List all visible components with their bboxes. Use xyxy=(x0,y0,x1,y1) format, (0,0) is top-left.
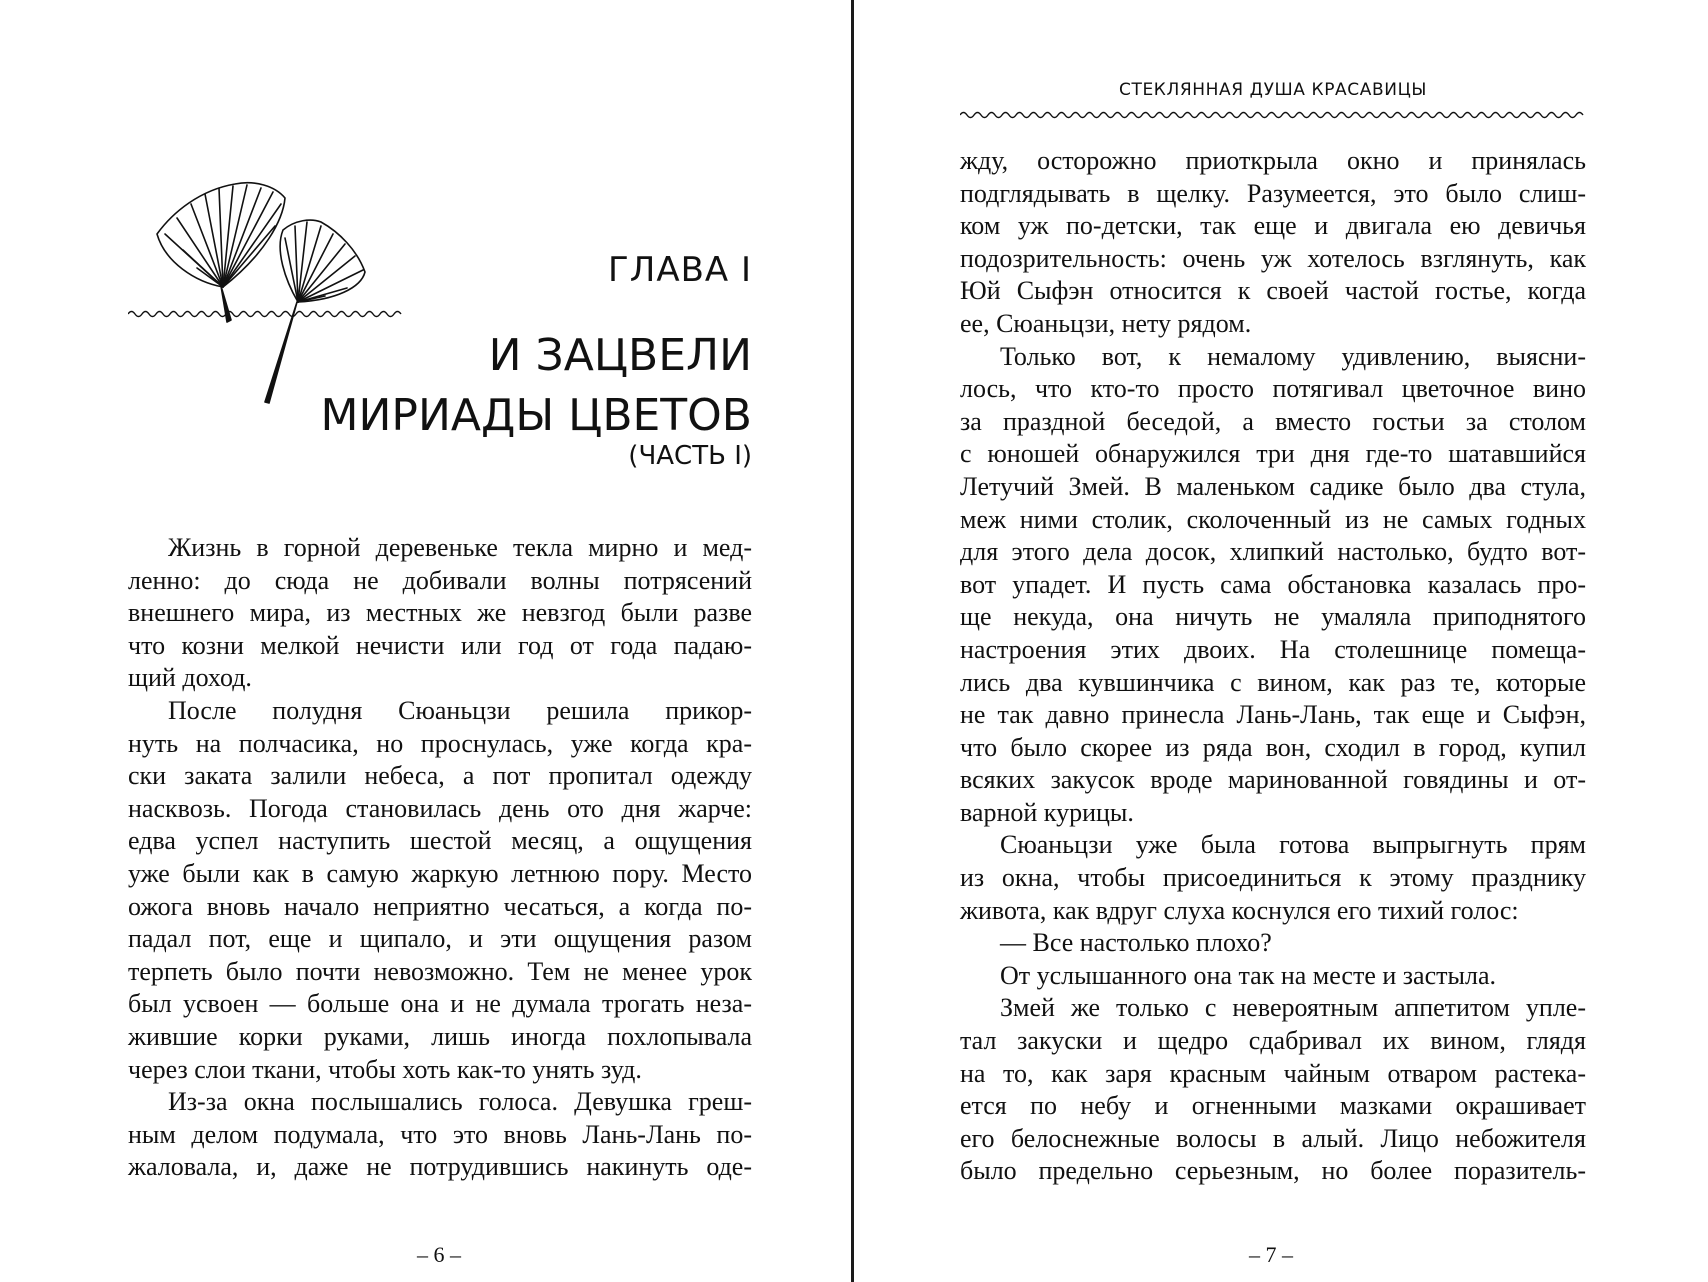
text-line: После полудня Сюаньцзи решила прикор- xyxy=(168,695,752,725)
text-line: Юй Сыфэн относится к своей частой гостье, когда xyxy=(960,276,1586,306)
text-line: внешнего мира, из местных же невзгод были разве xyxy=(128,598,752,628)
text-line: нуть на полчасика, но проснулась, уже когда кра- xyxy=(128,728,752,758)
text-line: щий доход. xyxy=(128,663,252,693)
text-line: тал закуски и щедро сдабривал их вином, глядя xyxy=(960,1026,1586,1056)
text-line: подглядывать в щелку. Разумеется, это было слиш- xyxy=(960,178,1586,208)
text-line: варной курицы. xyxy=(960,797,1134,827)
text-line: ожога вновь начало неприятно чесаться, а когда по- xyxy=(128,891,752,921)
text-line: что было скорее из ряда вон, сходил в город, купил xyxy=(960,732,1586,762)
text-line: жаловала, и, даже не потрудившись накинуть оде- xyxy=(128,1152,752,1182)
text-line: ется по небу и огненными мазками окрашивает xyxy=(960,1091,1586,1121)
text-line: жившие корки руками, лишь иногда похлопывала xyxy=(128,1021,752,1051)
page-number-left: – 6 – xyxy=(417,1242,461,1267)
text-line: насквозь. Погода становилась день ото дня жарче: xyxy=(128,793,752,823)
wavy-divider-icon xyxy=(960,107,1586,123)
text-line: ленно: до сюда не добивали волны потрясений xyxy=(128,565,752,595)
text-line: его белоснежные волосы в алый. Лицо небожителя xyxy=(960,1123,1586,1153)
text-line: падал пот, еще и щипало, и эти ощущения разом xyxy=(128,924,752,954)
chapter-part: (ЧАСТЬ I) xyxy=(628,441,752,471)
text-line: Жизнь в горной деревеньке текла мирно и мед- xyxy=(168,533,752,562)
text-line: ски заката залили небеса, а пот пропитал одежду xyxy=(128,761,752,791)
text-line: Змей же только с невероятным аппетитом упле- xyxy=(1000,993,1586,1023)
text-line: — Все настолько плохо? xyxy=(1000,928,1272,958)
book-gutter xyxy=(851,0,854,1282)
text-line: От услышанного она так на месте и застыла. xyxy=(1000,960,1496,990)
text-line: жду, осторожно приоткрыла окно и принялась xyxy=(960,146,1586,175)
text-line: ще некуда, она ничуть не умаляла приподнятого xyxy=(960,602,1586,632)
right-body-text xyxy=(960,145,1586,1188)
text-line: Только вот, к немалому удивлению, выясни- xyxy=(1000,341,1586,371)
left-body-text xyxy=(128,532,752,1184)
left-page xyxy=(0,0,852,1282)
text-line: что козни мелкой нечисти или год от года падаю- xyxy=(128,630,752,660)
page-number-right: – 7 – xyxy=(1249,1242,1293,1267)
chapter-title-line-2: МИРИАДЫ ЦВЕТОВ xyxy=(320,390,752,441)
text-line: из окна, чтобы присоединиться к этому празднику xyxy=(960,863,1586,893)
text-line: едва успел наступить шестой месяц, а ощущения xyxy=(128,826,752,856)
text-line: на то, как заря красным чайным отваром растека- xyxy=(960,1058,1586,1088)
text-line: подозрительность: очень уж хотелось взглянуть, как xyxy=(960,243,1586,273)
chapter-title xyxy=(321,326,752,446)
chapter-label: ГЛАВА I xyxy=(608,250,752,290)
text-line: лись два кувшинчика с вином, как раз те, которые xyxy=(960,667,1586,697)
text-line: Из-за окна послышались голоса. Девушка греш- xyxy=(168,1087,752,1117)
text-line: за праздной беседой, а вместо гостьи за столом xyxy=(960,406,1586,436)
text-line: с юношей обнаружился три дня где-то шатавшийся xyxy=(960,439,1586,469)
text-line: не так давно принесла Лань-Лань, так еще и Сыфэн, xyxy=(960,700,1586,730)
text-line: был усвоен — больше она и не думала трогать неза- xyxy=(128,989,752,1019)
text-line: лось, что кто-то просто потягивал цветочное вино xyxy=(960,374,1586,404)
text-line: Летучий Змей. В маленьком садике было два стула, xyxy=(960,471,1586,501)
text-line: терпеть было почти невозможно. Тем не менее урок xyxy=(128,956,752,986)
text-line: уже были как в самую жаркую летнюю пору. Место xyxy=(128,858,752,888)
text-line: через слои ткани, чтобы хоть как-то унять зуд. xyxy=(128,1054,642,1084)
text-line: ее, Сюаньцзи, нету рядом. xyxy=(960,308,1252,338)
text-line: ным делом подумала, что это вновь Лань-Лань по- xyxy=(128,1119,752,1149)
chapter-title-line-1: И ЗАЦВЕЛИ xyxy=(488,330,752,381)
text-line: ком уж по-детски, так еще и двигала ею девичья xyxy=(960,211,1586,241)
text-line: было предельно серьезным, но более поразитель- xyxy=(960,1156,1586,1186)
text-line: для этого дела досок, хлипкий настолько, будто вот- xyxy=(960,537,1586,567)
text-line: вот упадет. И пусть сама обстановка казалась про- xyxy=(960,569,1586,599)
text-line: настроения этих двоих. На столешнице помеща- xyxy=(960,634,1586,664)
text-line: меж ними столик, сколоченный из не самых годных xyxy=(960,504,1586,534)
text-line: всяких закусок вроде маринованной говядины и от- xyxy=(960,765,1586,795)
running-head: СТЕКЛЯННАЯ ДУША КРАСАВИЦЫ xyxy=(1119,80,1427,100)
wavy-divider-icon xyxy=(128,306,403,322)
text-line: живота, как вдруг слуха коснулся его тихий голос: xyxy=(960,895,1519,925)
text-line: Сюаньцзи уже была готова выпрыгнуть прям xyxy=(1000,830,1586,860)
